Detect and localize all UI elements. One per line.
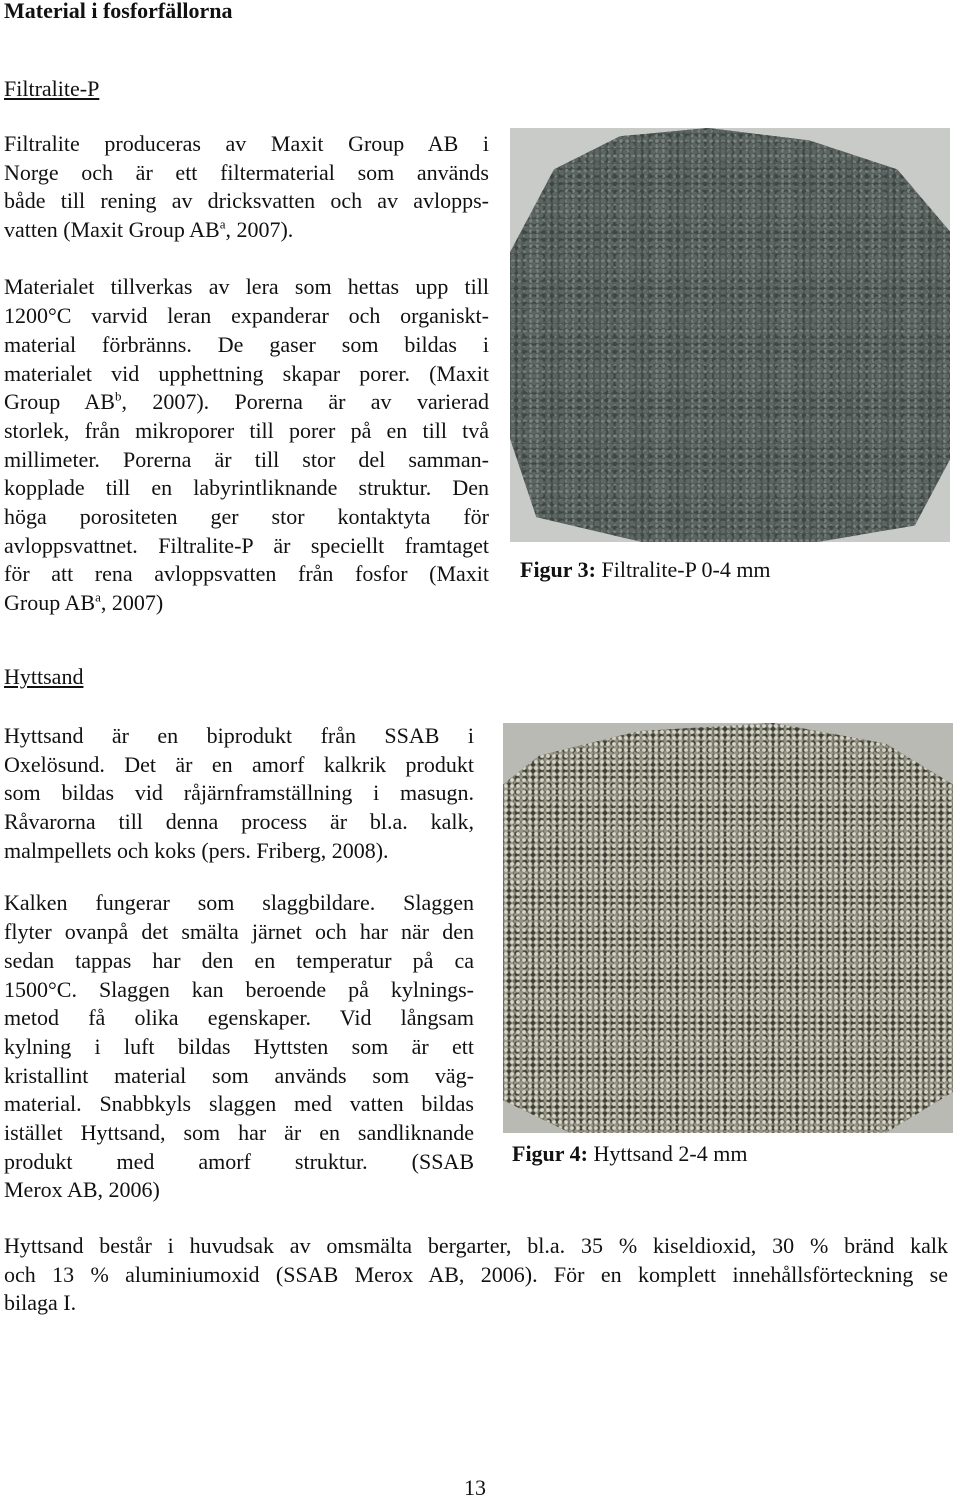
paragraph [4, 273, 489, 617]
text-line: 1200°C varvid leran expanderar och organiskt- [4, 303, 489, 329]
text-line: Råvarorna till denna process är bl.a. kalk, [4, 809, 474, 835]
text-line: och 13 % aluminiumoxid (SSAB Merox AB, 2006). För en komplett innehållsförteckning se [4, 1261, 948, 1287]
section-heading-hyttsand: Hyttsand [4, 664, 84, 689]
text-line: kopplade till en labyrintliknande struktur. Den [4, 475, 489, 501]
figure-text: Hyttsand 2-4 mm [587, 1141, 748, 1166]
superscript: a [219, 216, 226, 232]
text-line: både till rening av dricksvatten och av avlopps- [4, 188, 489, 214]
text-line: kylning i luft bildas Hyttsten som är ett [4, 1033, 474, 1059]
text-line: millimeter. Porerna är till stor del samman- [4, 446, 489, 472]
text-line: metod få olika egenskaper. Vid långsam [4, 1005, 474, 1031]
text-line: avloppsvattnet. Filtralite-P är speciellt framtaget [4, 532, 489, 558]
text-line: som bildas vid råjärnframställning i masugn. [4, 780, 474, 806]
superscript: a [95, 589, 101, 605]
paragraph [4, 722, 474, 865]
figure-label: Figur 4: [512, 1141, 588, 1166]
page-number: 13 [464, 1475, 486, 1499]
text-segment: vatten (Maxit Group AB [4, 217, 220, 243]
text-line: malmpellets och koks (pers. Friberg, 2008). [4, 837, 389, 863]
text-line: istället Hyttsand, som har är en sandliknande [4, 1119, 474, 1145]
text-line: sedan tappas har den en temperatur på ca [4, 947, 474, 973]
figure-4-caption [512, 1141, 747, 1167]
text-line: Oxelösund. Det är en amorf kalkrik produkt [4, 751, 474, 777]
text-line [4, 589, 489, 618]
text-line [4, 388, 489, 417]
page-title: Material i fosforfällorna [4, 0, 233, 23]
filtralite-text [4, 130, 489, 618]
text-line: material förbränns. De gaser som bildas i [4, 331, 489, 357]
text-line: flyter ovanpå det smälta järnet och har när den [4, 919, 474, 945]
text-line: kristallint material som används som väg- [4, 1062, 474, 1088]
text-line: 1500°C. Slaggen kan beroende på kylnings- [4, 976, 474, 1002]
figure-text: Filtralite-P 0-4 mm [595, 557, 771, 582]
text-line: Merox AB, 2006) [4, 1177, 160, 1203]
text-segment: , 2007). Porerna är av varierad [121, 389, 489, 415]
text-line: höga porositeten ger stor kontaktyta för [4, 503, 489, 529]
text-line: för att rena avloppsvatten från fosfor (Maxit [4, 561, 489, 587]
hyttsand-text [4, 722, 474, 1205]
text-line: Filtralite produceras av Maxit Group AB i [4, 131, 489, 156]
text-segment: Group AB [4, 590, 96, 615]
text-line: materialet vid upphettning skapar porer. (Maxit [4, 360, 489, 386]
superscript: b [114, 388, 122, 404]
text-line: Kalken fungerar som slaggbildare. Slaggen [4, 890, 474, 916]
text-line: bilaga I. [4, 1290, 77, 1316]
filtralite-photo [510, 128, 950, 542]
text-line: Norge och är ett filtermaterial som används [4, 159, 489, 185]
text-line: storlek, från mikroporer till porer på en till två [4, 417, 489, 443]
hyttsand-composition-text [4, 1232, 948, 1318]
text-line: Hyttsand är en biprodukt från SSAB i [4, 723, 474, 748]
figure-3-caption [520, 557, 771, 583]
figure-label: Figur 3: [520, 557, 596, 582]
text-segment: Group AB [4, 389, 115, 415]
text-segment: , 2007). [225, 217, 294, 243]
text-line: produkt med amorf struktur. (SSAB [4, 1148, 474, 1174]
paragraph [4, 889, 474, 1205]
text-line [4, 216, 489, 245]
hyttsand-photo [503, 723, 953, 1133]
text-line: material. Snabbkyls slaggen med vatten bildas [4, 1091, 474, 1117]
paragraph [4, 130, 489, 245]
text-line: Hyttsand består i huvudsak av omsmälta bergarter, bl.a. 35 % kiseldioxid, 30 % bränd kalk [4, 1233, 948, 1258]
text-line: Materialet tillverkas av lera som hettas upp till [4, 274, 489, 300]
text-segment: , 2007) [100, 590, 164, 615]
section-heading-filtralite: Filtralite-P [4, 76, 100, 101]
